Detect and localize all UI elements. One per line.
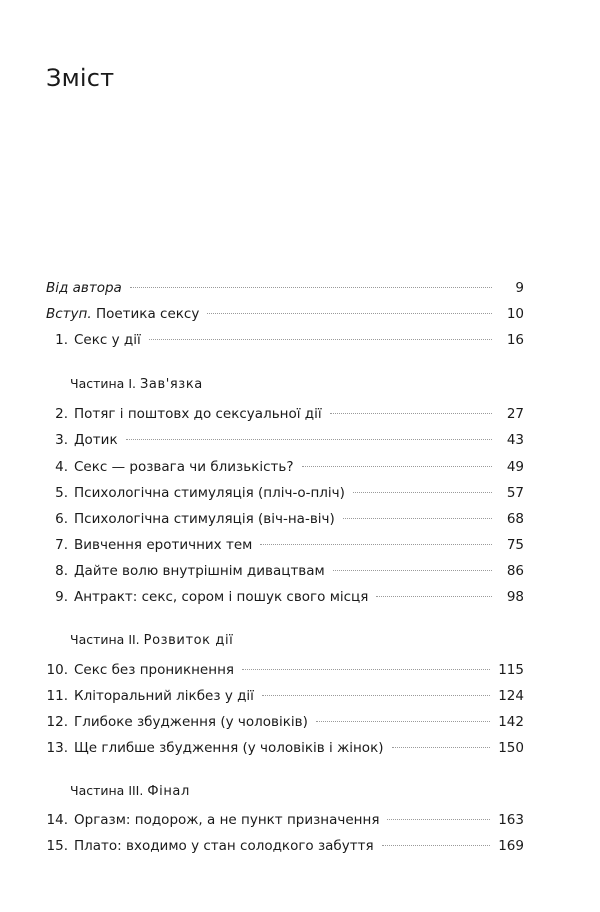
leader-dots [149,338,492,340]
toc-entry-label: Психологічна стимуляція (пліч-о-пліч) [74,485,345,501]
toc-entry-chapter[interactable] [46,710,524,734]
toc-entry-chapter[interactable] [46,684,524,708]
toc-entry-label: Секс — розвага чи близькість? [74,459,294,475]
chapter-number: 2. [55,406,68,422]
toc-page-number: 115 [498,662,524,678]
leader-dots [353,491,492,493]
toc-entry-label: Секс без проникнення [74,662,235,678]
chapter-number: 8. [55,563,68,579]
leader-dots [382,844,491,846]
toc-page-number: 142 [498,714,524,730]
toc-entry-label: Вступ. Поетика сексу [46,306,200,322]
toc-entry-chapter[interactable] [46,328,524,352]
chapter-number: 6. [55,511,68,527]
toc-entry-label: Глибоке збудження (у чоловіків) [74,714,308,730]
toc-entry-label: Від автора [46,280,122,296]
leader-dots [330,412,492,414]
chapter-number: 10. [46,662,68,678]
toc-page-number: 9 [515,280,524,296]
leader-dots [316,720,490,722]
toc-entry-chapter[interactable] [46,533,524,557]
leader-dots [262,694,490,696]
toc-page-number: 68 [506,511,524,527]
leader-dots [333,569,492,571]
toc-entry-chapter[interactable] [46,402,524,426]
leader-dots [392,746,491,748]
toc-entry-label: Дотик [74,432,118,448]
toc-entry-chapter[interactable] [46,428,524,452]
leader-dots [260,543,492,545]
chapter-number: 11. [46,688,68,704]
chapter-number: 12. [46,714,68,730]
leader-dots [130,286,492,288]
part-heading: Частина II. Розвиток дії [70,632,234,648]
part-heading: Частина I. Зав'язка [70,376,203,392]
toc-page-number: 150 [498,740,524,756]
toc-page-number: 75 [506,537,524,553]
toc-entry-label: Секс у дії [74,332,141,348]
chapter-number: 4. [55,459,68,475]
page-title: Зміст [46,64,115,92]
leader-dots [242,668,490,670]
toc-entry-chapter[interactable] [46,658,524,682]
toc-page-number: 43 [506,432,524,448]
chapter-number: 13. [46,740,68,756]
leader-dots [387,818,490,820]
toc-entry-chapter[interactable] [46,736,524,760]
toc-entry-chapter[interactable] [46,834,524,858]
toc-entry-label: Антракт: секс, сором і пошук свого місця [74,589,369,605]
chapter-number: 9. [55,589,68,605]
toc-page-number: 16 [506,332,524,348]
toc-entry-label: Потяг і поштовх до сексуальної дії [74,406,322,422]
leader-dots [126,438,492,440]
toc-page-number: 49 [506,459,524,475]
toc-entry-label: Плато: входимо у стан солодкого забуття [74,838,374,854]
chapter-number: 7. [55,537,68,553]
toc-entry-chapter[interactable] [46,585,524,609]
toc-entry-label: Ще глибше збудження (у чоловіків і жінок) [74,740,384,756]
toc-entry-label: Психологічна стимуляція (віч-на-віч) [74,511,335,527]
toc-page-number: 98 [506,589,524,605]
toc-entry-label: Оргазм: подорож, а не пункт призначення [74,812,380,828]
leader-dots [343,517,492,519]
toc-page-number: 169 [498,838,524,854]
toc-entry-chapter[interactable] [46,507,524,531]
toc-page-number: 86 [506,563,524,579]
toc-page-number: 57 [506,485,524,501]
leader-dots [376,595,492,597]
toc-page-number: 27 [506,406,524,422]
toc-entry-label: Вивчення еротичних тем [74,537,253,553]
toc-page-number: 163 [498,812,524,828]
leader-dots [302,465,492,467]
chapter-number: 5. [55,485,68,501]
toc-entry-chapter[interactable] [46,808,524,832]
toc-entry-chapter[interactable] [46,559,524,583]
toc-entry-chapter[interactable] [46,481,524,505]
toc-entry-label: Кліторальний лікбез у дії [74,688,254,704]
toc-page-number: 124 [498,688,524,704]
chapter-number: 15. [46,838,68,854]
part-heading: Частина III. Фінал [70,783,190,799]
chapter-number: 1. [55,332,68,348]
chapter-number: 3. [55,432,68,448]
toc-entry-chapter[interactable] [46,455,524,479]
leader-dots [207,312,492,314]
toc-entry-label: Дайте волю внутрішнім дивацтвам [74,563,325,579]
chapter-number: 14. [46,812,68,828]
toc-page-number: 10 [506,306,524,322]
toc-entry-author[interactable] [46,276,524,300]
toc-entry-intro[interactable] [46,302,524,326]
